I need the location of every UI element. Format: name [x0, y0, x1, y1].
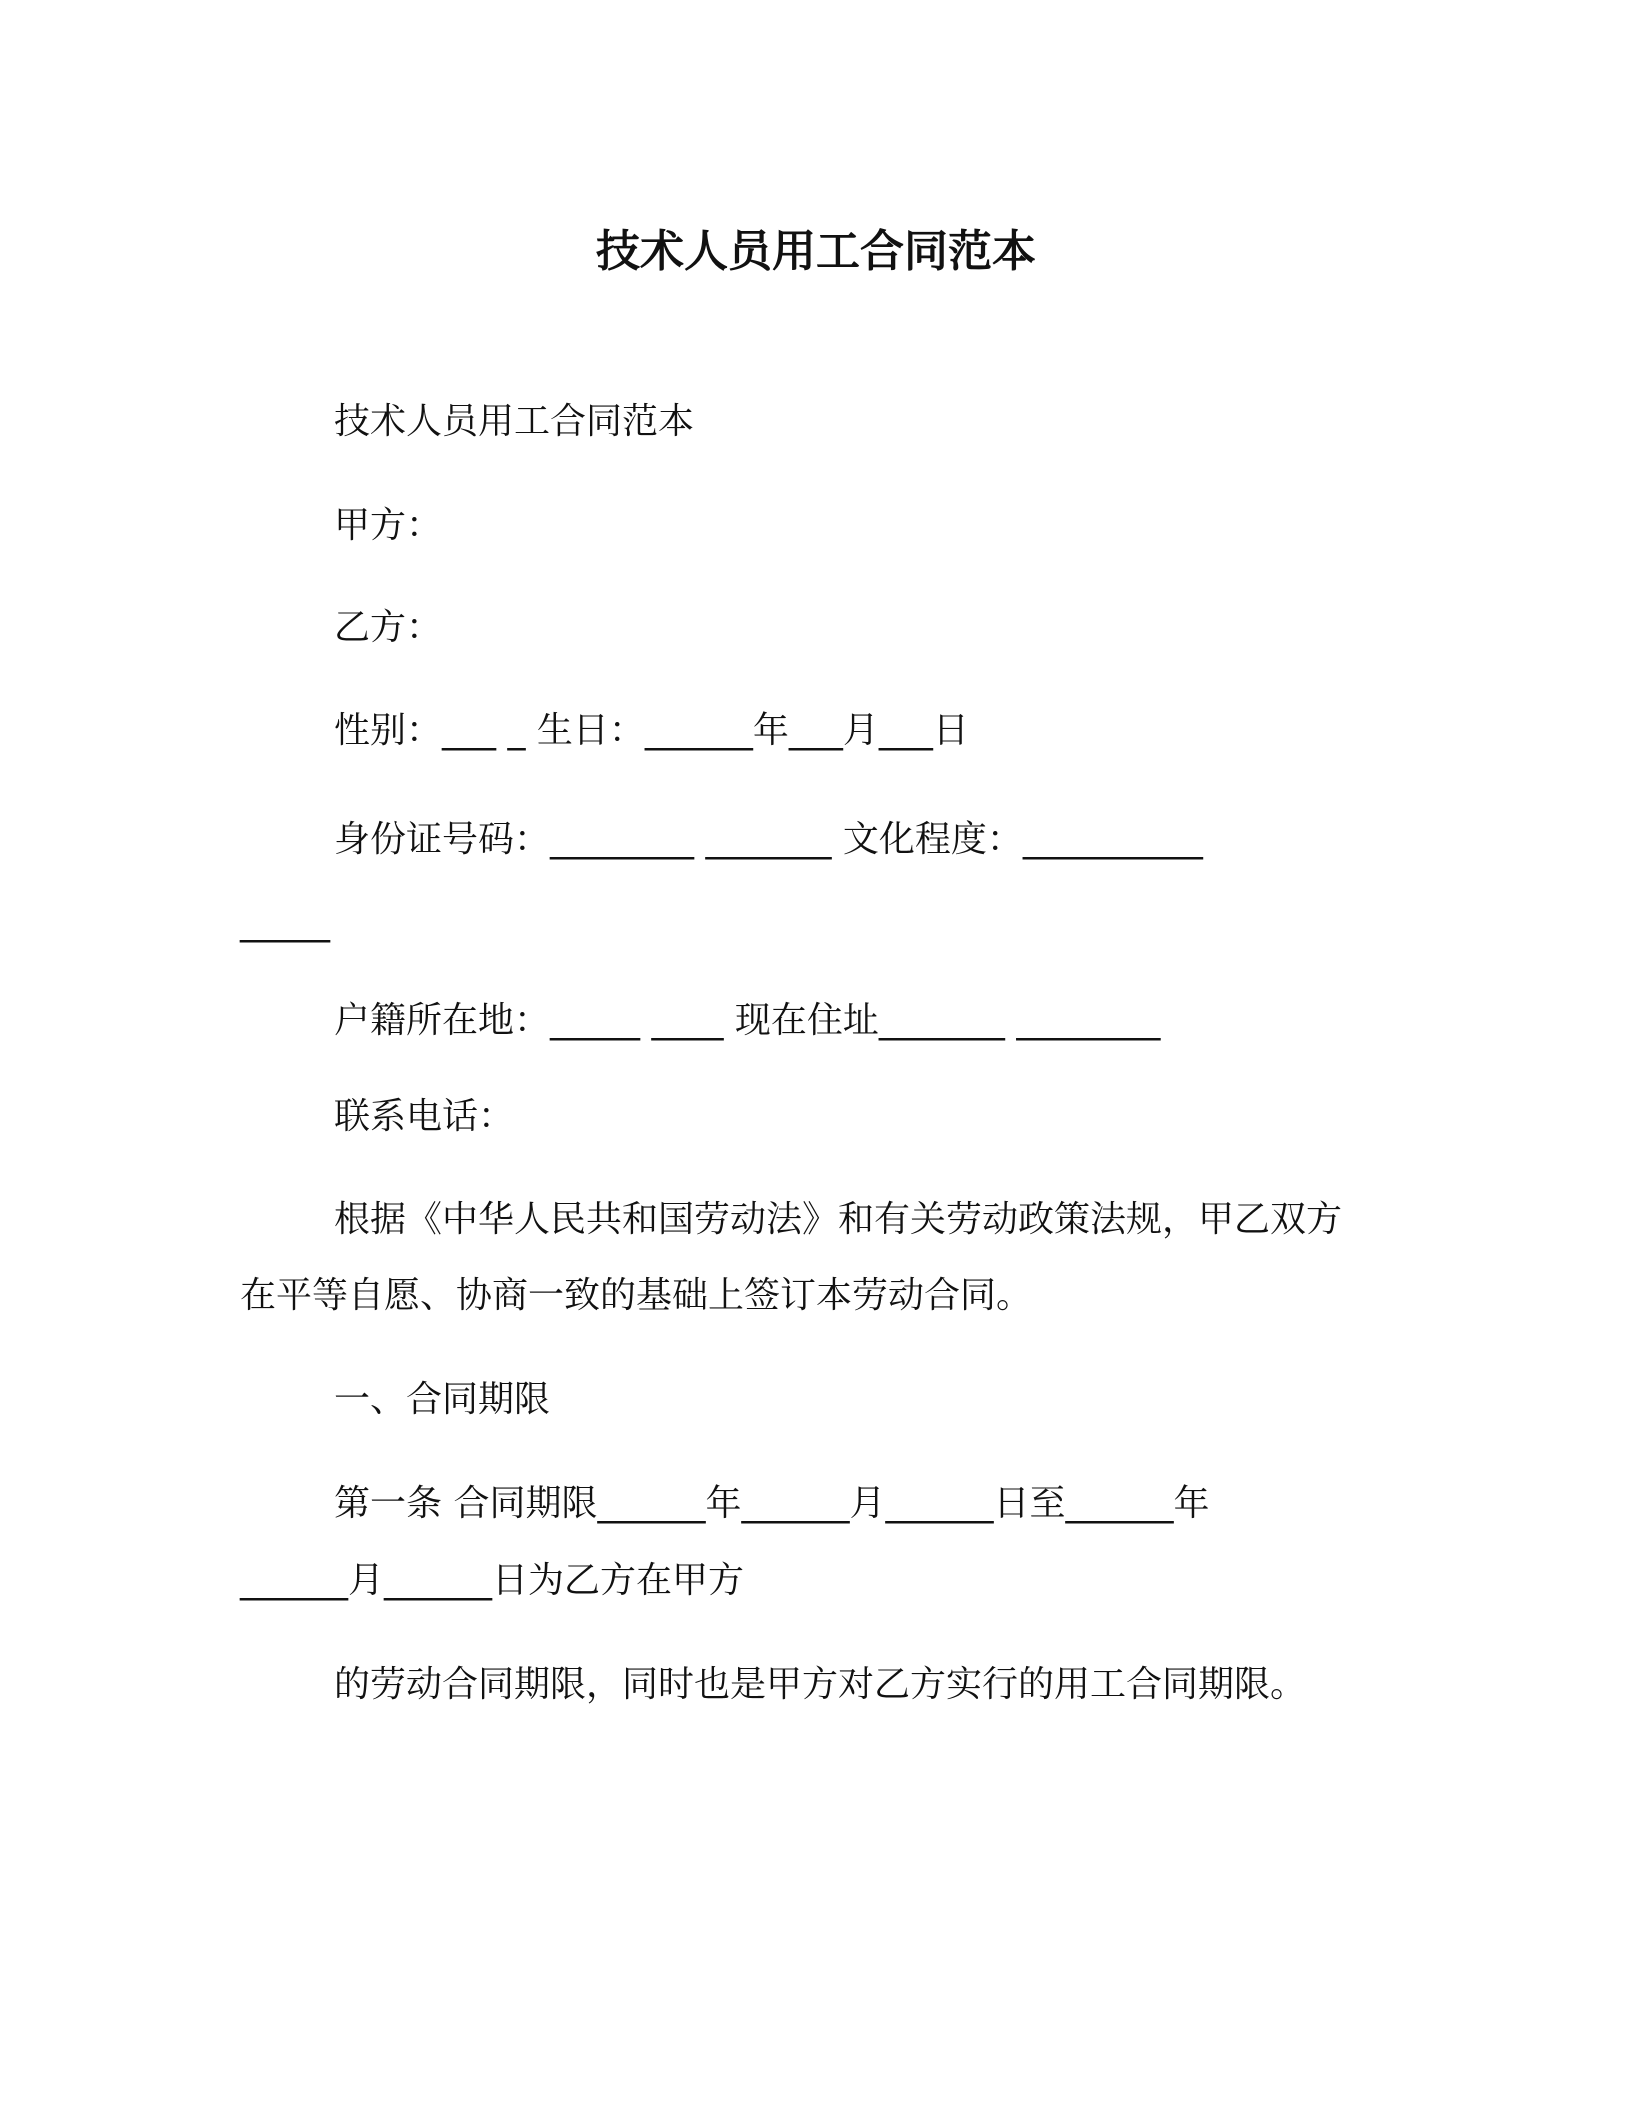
document-title: 技术人员用工合同范本 — [596, 226, 1036, 277]
id-education-line: 身份证号码：________ _______ 文化程度：__________ — [334, 819, 1203, 860]
preamble-line-1: 根据《中华人民共和国劳动法》和有关劳动政策法规，甲乙双方 — [334, 1199, 1343, 1240]
article-one-line-2: ______月______日为乙方在甲方 — [240, 1560, 745, 1601]
section-heading: 一、合同期限 — [334, 1379, 551, 1420]
subtitle-line: 技术人员用工合同范本 — [334, 401, 695, 442]
phone-line: 联系电话： — [334, 1096, 515, 1137]
party-a-line: 甲方： — [334, 505, 443, 546]
gender-birthday-line: 性别：___ _ 生日：______年___月___日 — [334, 710, 969, 751]
id-education-continuation: _____ — [240, 902, 330, 943]
party-b-line: 乙方： — [334, 607, 443, 648]
preamble-line-2: 在平等自愿、协商一致的基础上签订本劳动合同。 — [240, 1275, 1033, 1316]
article-one-line-1: 第一条 合同期限______年______月______日至______年 — [334, 1483, 1210, 1524]
residence-address-line: 户籍所在地：_____ ____ 现在住址_______ ________ — [334, 1000, 1161, 1041]
article-one-line-3: 的劳动合同期限，同时也是甲方对乙方实行的用工合同期限。 — [334, 1664, 1307, 1705]
